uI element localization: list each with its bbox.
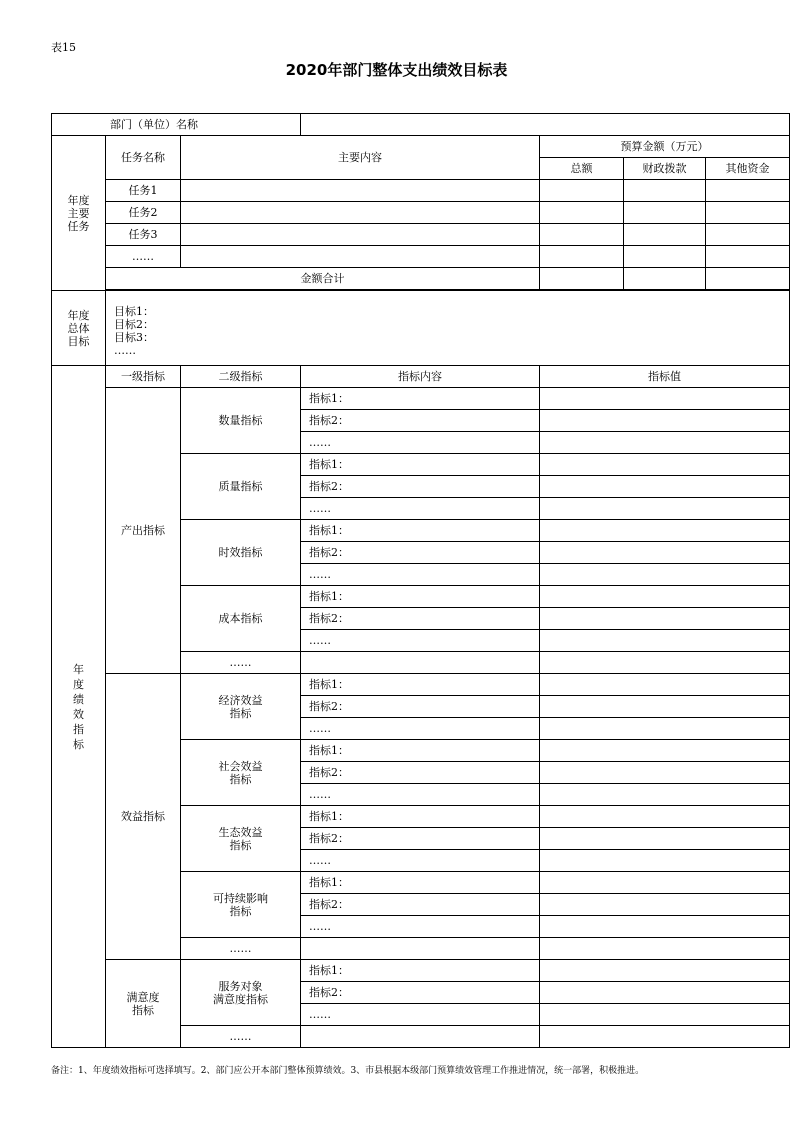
sum-cell[interactable] — [624, 268, 706, 290]
economic-indicators: 经济效益 指标 — [181, 674, 301, 740]
indicator-value-cell[interactable] — [540, 388, 790, 410]
indicator-value-cell[interactable] — [540, 410, 790, 432]
indicator-value-cell[interactable] — [540, 564, 790, 586]
table-number: 表15 — [51, 41, 76, 54]
task-row-label: 任务2 — [106, 202, 181, 224]
indicator-value-cell[interactable] — [540, 696, 790, 718]
satisfaction-indicators: 满意度 指标 — [106, 960, 181, 1048]
quantity-indicators: 数量指标 — [181, 388, 301, 454]
indicator-item: …… — [301, 498, 540, 520]
indicator-item: 指标1： — [301, 872, 540, 894]
indicator-value-cell[interactable] — [540, 454, 790, 476]
level2-more: …… — [181, 938, 301, 960]
timeliness-indicators: 时效指标 — [181, 520, 301, 586]
task-name-header: 任务名称 — [106, 136, 181, 180]
indicator-value-cell[interactable] — [540, 432, 790, 454]
indicator-value-cell[interactable] — [540, 982, 790, 1004]
indicator-item[interactable] — [301, 652, 540, 674]
cost-indicators: 成本指标 — [181, 586, 301, 652]
task-content-cell[interactable] — [181, 180, 540, 202]
indicator-item: 指标1： — [301, 806, 540, 828]
indicator-value-cell[interactable] — [540, 674, 790, 696]
footnote: 备注：1、年度绩效指标可选择填写。2、部门应公开本部门整体预算绩效。3、市县根据本级部门预算绩效管理工作推进情况，统一部署，积极推进。 — [51, 1066, 645, 1076]
amount-cell[interactable] — [624, 202, 706, 224]
amount-cell[interactable] — [706, 202, 790, 224]
sustainable-indicators: 可持续影响 指标 — [181, 872, 301, 938]
indicator-item: 指标1： — [301, 586, 540, 608]
indicator-value-cell[interactable] — [540, 762, 790, 784]
level1-header: 一级指标 — [106, 366, 181, 388]
amount-cell[interactable] — [706, 224, 790, 246]
ecological-indicators: 生态效益 指标 — [181, 806, 301, 872]
task-content-cell[interactable] — [181, 202, 540, 224]
indicator-item: 指标2： — [301, 608, 540, 630]
indicator-item: 指标1： — [301, 674, 540, 696]
service-satisfaction-indicators: 服务对象 满意度指标 — [181, 960, 301, 1026]
performance-target-table — [51, 113, 790, 1048]
amount-cell[interactable] — [706, 246, 790, 268]
indicator-item: 指标2： — [301, 762, 540, 784]
quality-indicators: 质量指标 — [181, 454, 301, 520]
indicator-value-cell[interactable] — [540, 542, 790, 564]
indicator-value-cell[interactable] — [540, 960, 790, 982]
amount-cell[interactable] — [540, 246, 624, 268]
benefit-indicators: 效益指标 — [106, 674, 181, 960]
indicator-value-cell[interactable] — [540, 520, 790, 542]
amount-cell[interactable] — [540, 224, 624, 246]
indicator-item: …… — [301, 630, 540, 652]
main-content-header: 主要内容 — [181, 136, 540, 180]
indicator-value-cell[interactable] — [540, 938, 790, 960]
indicator-item: 指标1： — [301, 454, 540, 476]
indicator-value-cell[interactable] — [540, 630, 790, 652]
indicator-value-cell[interactable] — [540, 850, 790, 872]
indicator-value-cell[interactable] — [540, 652, 790, 674]
amount-cell[interactable] — [540, 180, 624, 202]
indicator-value-cell[interactable] — [540, 806, 790, 828]
indicator-item: …… — [301, 784, 540, 806]
sum-cell[interactable] — [706, 268, 790, 290]
indicator-value-cell[interactable] — [540, 586, 790, 608]
amount-cell[interactable] — [624, 246, 706, 268]
amount-cell[interactable] — [540, 202, 624, 224]
indicator-item[interactable] — [301, 1026, 540, 1048]
amount-cell[interactable] — [624, 224, 706, 246]
indicator-item: …… — [301, 718, 540, 740]
indicator-item: 指标1： — [301, 960, 540, 982]
amount-cell[interactable] — [624, 180, 706, 202]
indicator-value-cell[interactable] — [540, 740, 790, 762]
indicator-item: 指标2： — [301, 828, 540, 850]
indicator-value-cell[interactable] — [540, 872, 790, 894]
indicator-item: …… — [301, 1004, 540, 1026]
indicator-value-cell[interactable] — [540, 916, 790, 938]
other-header: 其他资金 — [706, 158, 790, 180]
budget-header: 预算金额（万元） — [540, 136, 790, 158]
level2-more: …… — [181, 652, 301, 674]
fiscal-header: 财政拨款 — [624, 158, 706, 180]
indicator-value-cell[interactable] — [540, 784, 790, 806]
task-content-cell[interactable] — [181, 224, 540, 246]
indicator-value-header: 指标值 — [540, 366, 790, 388]
task-row-label: 任务1 — [106, 180, 181, 202]
indicator-item[interactable] — [301, 938, 540, 960]
indicator-value-cell[interactable] — [540, 718, 790, 740]
sum-label: 金额合计 — [106, 268, 540, 290]
goals-text[interactable]: 目标1： 目标2： 目标3： …… — [106, 291, 790, 366]
goals-section-label: 年度 总体 目标 — [52, 291, 106, 366]
task-row-label: …… — [106, 246, 181, 268]
social-indicators: 社会效益 指标 — [181, 740, 301, 806]
level2-more: …… — [181, 1026, 301, 1048]
amount-cell[interactable] — [706, 180, 790, 202]
indicators-section-label: 年 度 绩 效 指 标 — [52, 366, 106, 1048]
indicator-value-cell[interactable] — [540, 1026, 790, 1048]
total-header: 总额 — [540, 158, 624, 180]
indicator-value-cell[interactable] — [540, 608, 790, 630]
indicator-item: 指标1： — [301, 388, 540, 410]
indicator-value-cell[interactable] — [540, 1004, 790, 1026]
level2-header: 二级指标 — [181, 366, 301, 388]
indicator-item: 指标2： — [301, 476, 540, 498]
indicator-item: 指标1： — [301, 740, 540, 762]
indicator-item: 指标2： — [301, 542, 540, 564]
dept-name-value[interactable] — [301, 114, 790, 136]
indicator-item: …… — [301, 432, 540, 454]
indicator-item: 指标2： — [301, 894, 540, 916]
indicator-value-cell[interactable] — [540, 476, 790, 498]
dept-name-label: 部门（单位）名称 — [52, 114, 301, 136]
indicator-content-header: 指标内容 — [301, 366, 540, 388]
tasks-section-label: 年度 主要 任务 — [52, 136, 106, 291]
task-content-cell[interactable] — [181, 246, 540, 268]
indicator-item: 指标2： — [301, 982, 540, 1004]
page-title: 2020年部门整体支出绩效目标表 — [285, 61, 508, 79]
indicator-item: …… — [301, 916, 540, 938]
output-indicators: 产出指标 — [106, 388, 181, 674]
indicator-item: 指标1： — [301, 520, 540, 542]
sum-cell[interactable] — [540, 268, 624, 290]
indicator-value-cell[interactable] — [540, 894, 790, 916]
indicator-item: 指标2： — [301, 696, 540, 718]
task-row-label: 任务3 — [106, 224, 181, 246]
indicator-value-cell[interactable] — [540, 828, 790, 850]
indicator-item: …… — [301, 850, 540, 872]
indicator-item: 指标2： — [301, 410, 540, 432]
indicator-value-cell[interactable] — [540, 498, 790, 520]
indicator-item: …… — [301, 564, 540, 586]
